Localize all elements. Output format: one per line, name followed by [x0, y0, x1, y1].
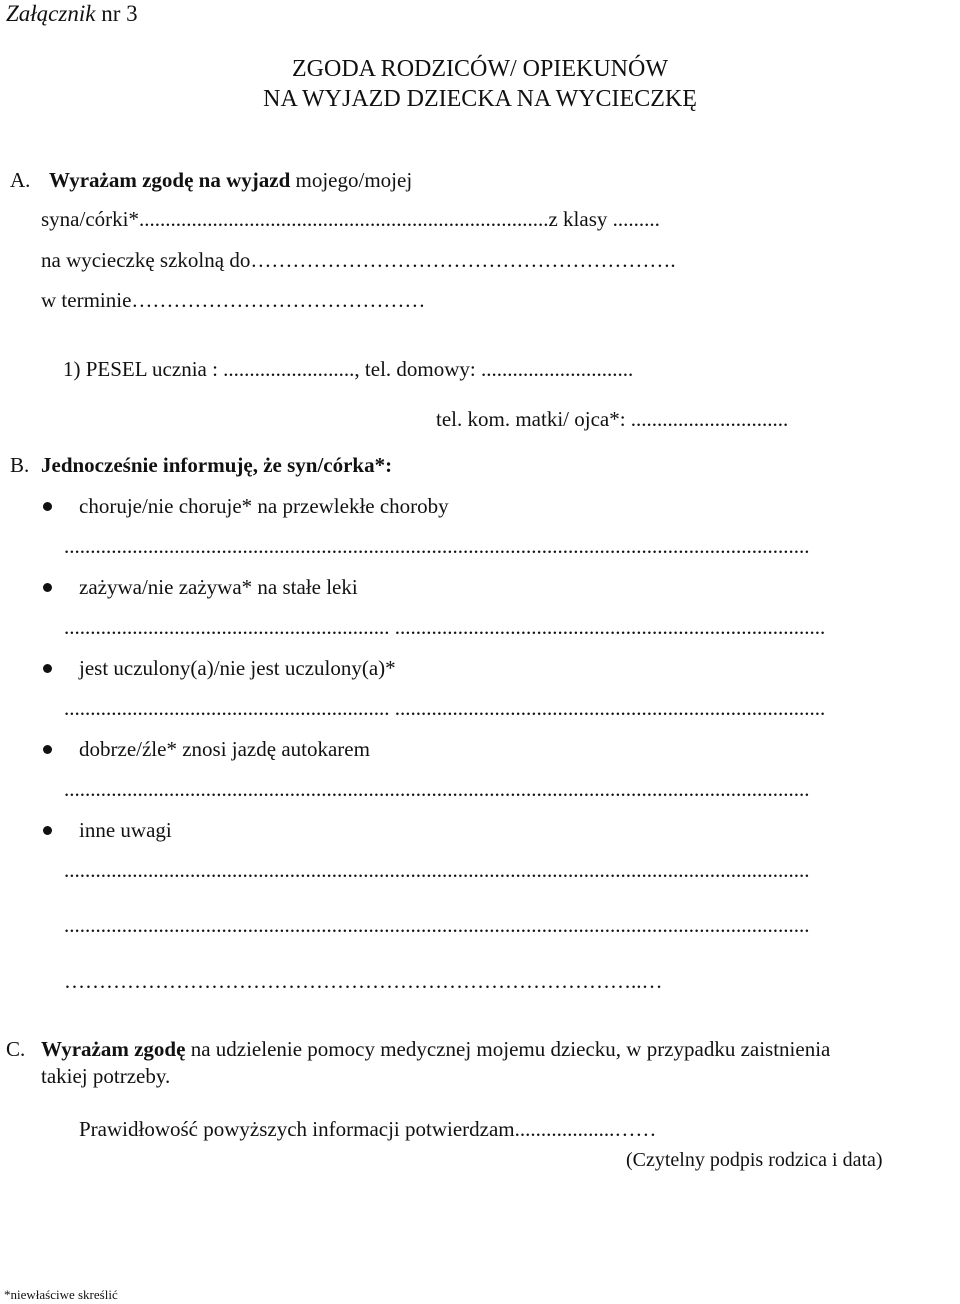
item-medication-fill[interactable]: .............................................................. ..................................................................................	[64, 615, 826, 639]
section-a-heading	[49, 167, 412, 193]
section-b-marker: B.	[10, 453, 30, 477]
trip-destination-line[interactable]: na wycieczkę szkolną do…………………………………………………….	[41, 248, 676, 272]
item-bus-fill[interactable]: ..............................................................................................................................................	[64, 777, 810, 801]
section-c-line-1	[41, 1036, 830, 1062]
bullet-icon	[43, 583, 52, 592]
item-allergy-label: jest uczulony(a)/nie jest uczulony(a)*	[79, 656, 396, 680]
attachment-prefix: Załącznik	[6, 1, 96, 26]
parent-phone-line[interactable]: tel. kom. matki/ ojca*: ..............................	[436, 407, 789, 431]
trip-date-line[interactable]: w terminie……………………………………	[41, 288, 426, 312]
child-field-line[interactable]: syna/córki*..............................................................................z klasy .........	[41, 207, 660, 231]
section-a-bold-text: Wyrażam zgodę na wyjazd	[49, 168, 291, 192]
bullet-icon	[43, 826, 52, 835]
item-medication-label: zażywa/nie zażywa* na stałe leki	[79, 575, 358, 599]
pesel-phone-line[interactable]: 1) PESEL ucznia : ........................., tel. domowy: .............................	[63, 357, 634, 381]
item-chronic-label: choruje/nie choruje* na przewlekłe choroby	[79, 494, 449, 518]
title-line-1: ZGODA RODZICÓW/ OPIEKUNÓW	[292, 56, 668, 82]
remarks-line-1[interactable]: ..............................................................................................................................................	[64, 913, 810, 937]
title-line-2: NA WYJAZD DZIECKA NA WYCIECZKĘ	[263, 86, 697, 112]
section-a-marker: A.	[10, 168, 31, 192]
signature-caption: (Czytelny podpis rodzica i data)	[626, 1149, 883, 1171]
item-allergy-fill[interactable]: .............................................................. ..................................................................................	[64, 696, 826, 720]
section-c-line-2: takiej potrzeby.	[41, 1064, 171, 1088]
section-a-rest-text: mojego/mojej	[290, 168, 413, 192]
section-c-bold-text: Wyrażam zgodę	[41, 1037, 186, 1061]
bullet-icon	[43, 745, 52, 754]
item-other-fill[interactable]: ..............................................................................................................................................	[64, 858, 810, 882]
item-bus-label: dobrze/źle* znosi jazdę autokarem	[79, 737, 370, 761]
bullet-icon	[43, 502, 52, 511]
section-c-marker: C.	[6, 1037, 26, 1061]
item-other-label: inne uwagi	[79, 818, 172, 842]
section-c-rest-text: na udzielenie pomocy medycznej mojemu dziecku, w przypadku zaistnienia	[185, 1037, 831, 1061]
confirmation-signature-line[interactable]: Prawidłowość powyższych informacji potwierdzam...................……	[79, 1117, 657, 1141]
attachment-label	[6, 0, 138, 28]
section-b-heading: Jednocześnie informuję, że syn/córka*:	[41, 453, 393, 477]
attachment-number: nr 3	[101, 1, 138, 26]
item-chronic-fill[interactable]: ..............................................................................................................................................	[64, 534, 810, 558]
footnote: *niewłaściwe skreślić	[4, 1287, 118, 1302]
remarks-line-2[interactable]: ………………………………………………………………………..…	[64, 969, 663, 993]
bullet-icon	[43, 664, 52, 673]
